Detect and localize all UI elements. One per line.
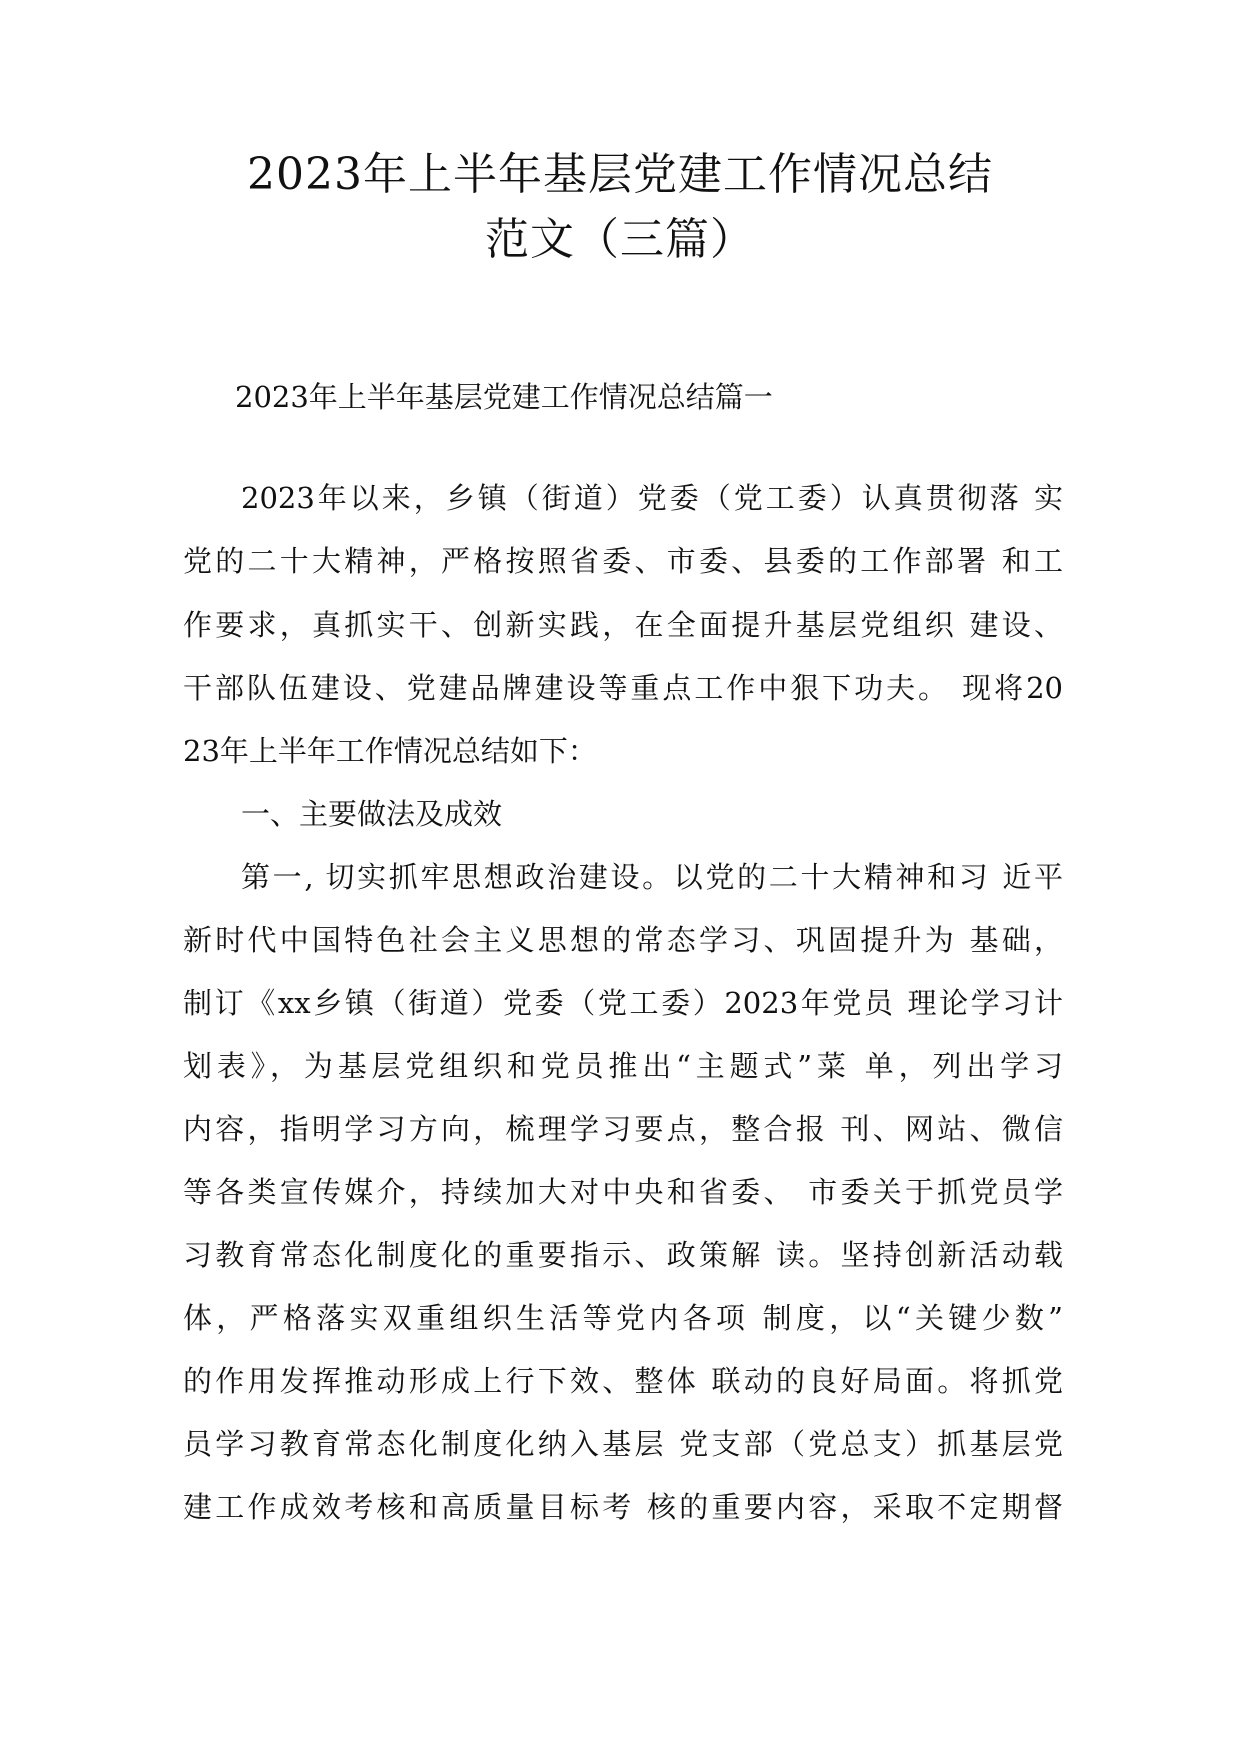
paragraph-line: 新时代中国特色社会主义思想的常态学习、巩固提升为 基础， [183, 923, 1063, 957]
paragraph-line: 内容，指明学习方向，梳理学习要点，整合报 刊、网站、微信 [183, 1112, 1063, 1146]
paragraph-line: 划表》，为基层党组织和党员推出“主题式”菜 单，列出学习 [183, 1049, 1063, 1083]
paragraph-line: 员学习教育常态化制度化纳入基层 党支部（党总支）抓基层党 [183, 1427, 1063, 1461]
paragraph-line: 第一, 切实抓牢思想政治建设。以党的二十大精神和习 近平 [241, 860, 1063, 894]
paragraph-line: 党的二十大精神，严格按照省委、市委、县委的工作部署 和工 [183, 544, 1063, 578]
paragraph-line: 23年上半年工作情况总结如下： [183, 734, 597, 768]
paragraph-line: 干部队伍建设、党建品牌建设等重点工作中狠下功夫。 现将20 [183, 671, 1063, 705]
paragraph-line: 习教育常态化制度化的重要指示、政策解 读。坚持创新活动载 [183, 1238, 1063, 1272]
section-heading: 2023年上半年基层党建工作情况总结篇一 [235, 380, 773, 414]
document-title-line-1: 2023年上半年基层党建工作情况总结 [247, 149, 993, 200]
paragraph-line: 作要求，真抓实干、创新实践，在全面提升基层党组织 建设、 [183, 608, 1063, 642]
document-title-line-2: 范文（三篇） [485, 214, 755, 265]
subheading-line: 一、主要做法及成效 [241, 797, 503, 831]
paragraph-line: 建工作成效考核和高质量目标考 核的重要内容，采取不定期督 [183, 1490, 1063, 1524]
paragraph-line: 的作用发挥推动形成上行下效、整体 联动的良好局面。将抓党 [183, 1364, 1063, 1398]
paragraph-line: 制订《xx乡镇（街道）党委（党工委）2023年党员 理论学习计 [183, 986, 1063, 1020]
paragraph-line: 体，严格落实双重组织生活等党内各项 制度，以“关键少数” [183, 1301, 1063, 1335]
paragraph-line: 2023年以来，乡镇（街道）党委（党工委）认真贯彻落 实 [241, 481, 1063, 515]
paragraph-line: 等各类宣传媒介，持续加大对中央和省委、 市委关于抓党员学 [183, 1175, 1063, 1209]
